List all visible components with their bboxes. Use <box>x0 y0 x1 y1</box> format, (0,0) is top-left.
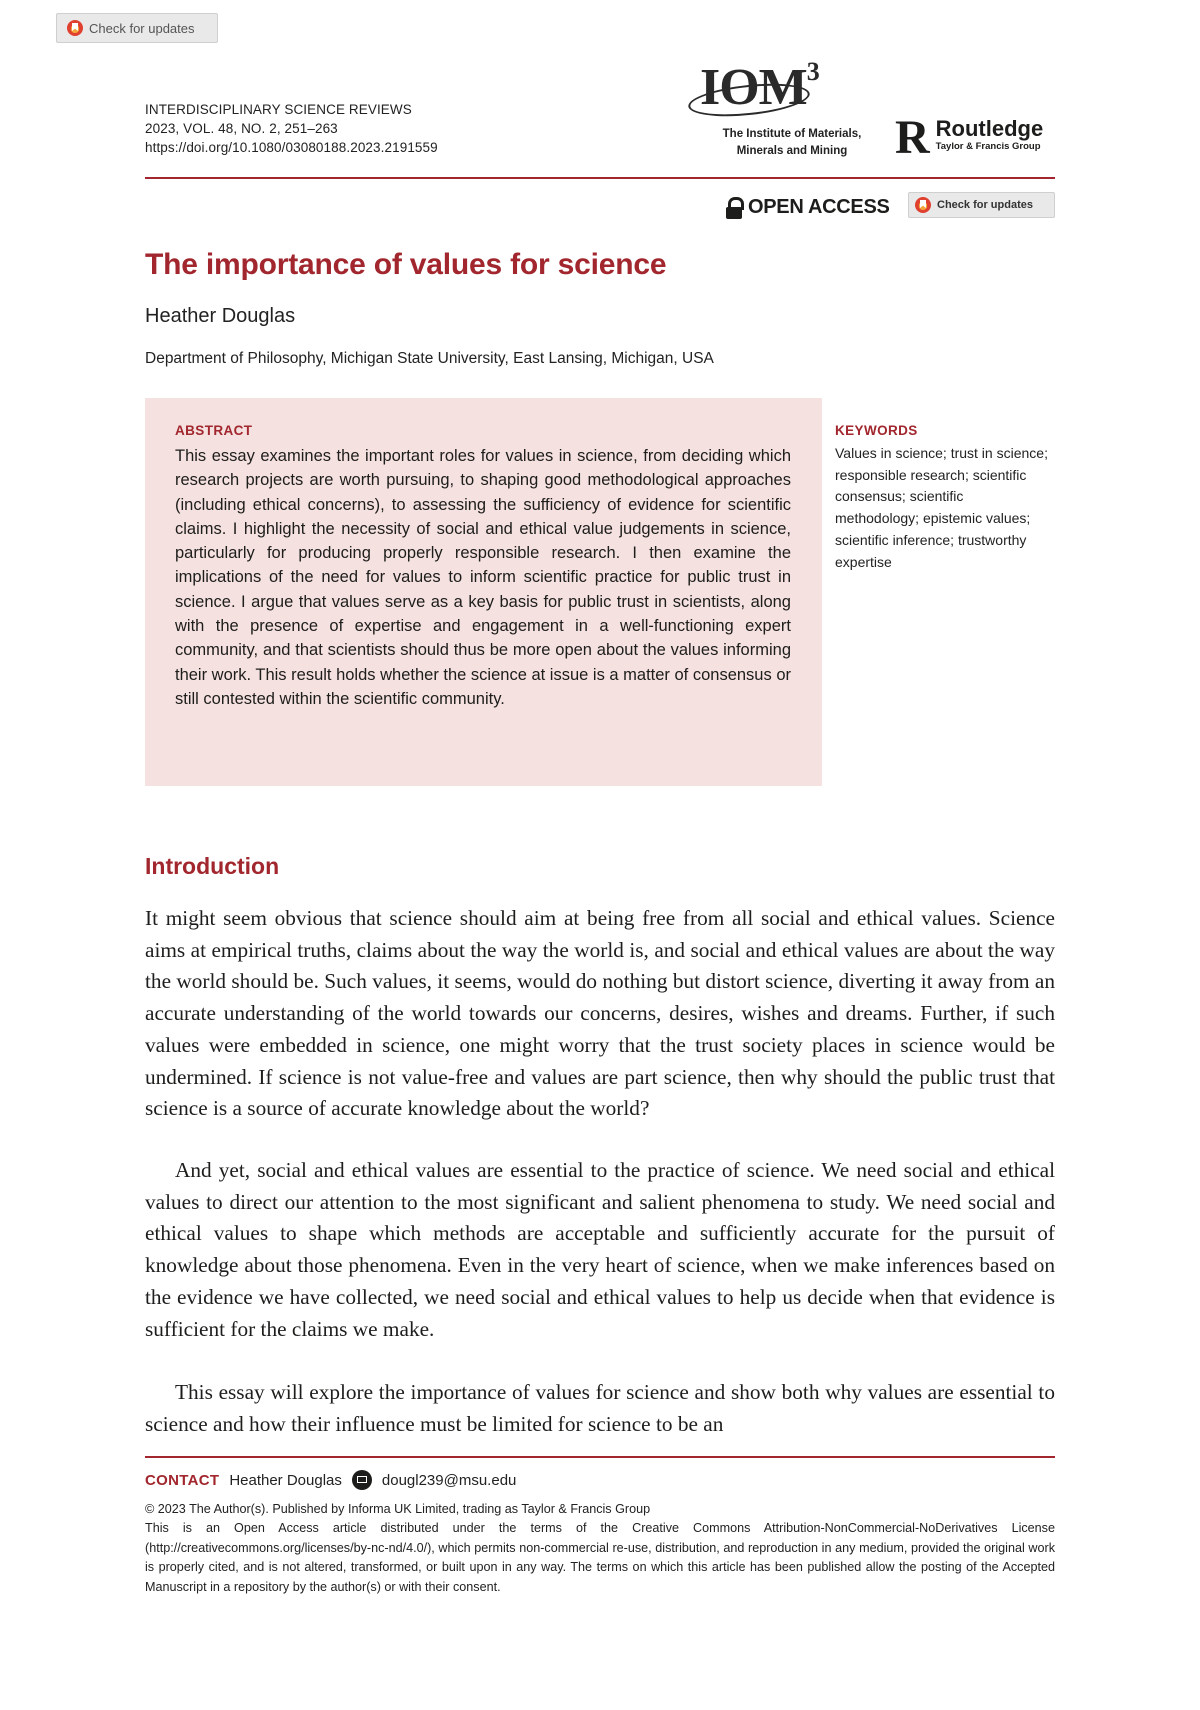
routledge-logo <box>895 111 1044 165</box>
license-text: This is an Open Access article distributed under the terms of the Creative Commons Attribution-NonCommercial-NoDerivatives License (http://creativecommons.org/licenses/by-nc-nd/4.0/), which permits non-commercial re-use, distribution, and reproduction in any medium, provided the original work is properly cited, and is not altered, transformed, or built upon in any way. The terms on which this article has been published allow the posting of the Accepted Manuscript in a repository by the author(s) or with their consent. <box>145 1521 1055 1594</box>
body-paragraph: And yet, social and ethical values are essential to the practice of science. We need social and ethical values to direct our attention to the most significant and salient phenomena to study. We need social and ethical values to shape which methods are acceptable and sufficiently accurate for the pursuit of knowledge about those phenomena. Even in the very heart of science, when we make inferences based on the evidence we have collected, we need social and ethical values to help us decide when that evidence is sufficient for the claims we make. <box>145 1158 1055 1341</box>
iom3-wordmark: IOM$^3$ <box>700 56 819 116</box>
contact-name: Heather Douglas <box>229 1471 342 1489</box>
doi-link[interactable]: https://doi.org/10.1080/03080188.2023.2191559 <box>145 140 438 155</box>
license-block <box>145 1500 1055 1597</box>
contact-line <box>145 1470 516 1490</box>
keywords-heading: KEYWORDS <box>835 423 918 438</box>
routledge-name: Routledge <box>935 116 1044 141</box>
copyright-line: © 2023 The Author(s). Published by Informa UK Limited, trading as Taylor & Francis Group <box>145 1502 651 1516</box>
contact-email[interactable]: dougl239@msu.edu <box>381 1471 517 1489</box>
abstract-text: This essay examines the important roles for values in science, from deciding which research projects are worth pursuing, to shaping good methodological approaches (including ethical concerns), to assessing the sufficiency of evidence for scientific claims. I highlight the necessity of social and ethical value judgements in science, particularly for producing properly responsible research. I then examine the implications of the need for values to inform scientific practice for public trust in science. I argue that values serve as a key basis for public trust in scientists, along with the presence of expertise and engagement in a well-functioning expert community, and that scientists should thus be more open about the values informing their work. This result holds whether the science at issue is a matter of consensus or still contested within the scientific community. <box>175 447 791 708</box>
open-access-badge <box>726 196 890 219</box>
check-for-updates-button[interactable] <box>56 13 218 43</box>
body-paragraph: It might seem obvious that science should aim at being free from all social and ethical values. Science aims at empirical truths, claims about the way the world is, and social and ethical values are about the way the world should be. Such values, it seems, would do nothing but distort science, diverting it away from an accurate understanding of the world towards our concerns, desires, wishes and dreams. Further, if such values were embedded in science, one might worry that the trust society places in science would be undermined. If science is not value-free and values are part science, then why should the public trust that science is a source of accurate knowledge about the world? <box>145 906 1055 1121</box>
email-icon <box>352 1470 372 1490</box>
journal-volume-info: 2023, VOL. 48, NO. 2, 251–263 <box>145 121 338 136</box>
crossmark-icon <box>67 20 83 36</box>
abstract-heading: ABSTRACT <box>175 423 253 438</box>
contact-label: CONTACT <box>145 1471 220 1489</box>
article-author[interactable]: Heather Douglas <box>145 305 296 327</box>
check-for-updates-small-label: Check for updates <box>937 199 1033 211</box>
introduction-heading: Introduction <box>145 853 280 879</box>
body-paragraph: This essay will explore the importance of values for science and show both why values are essential to science and how their influence must be limited for science to be an <box>145 1380 1055 1436</box>
journal-name: INTERDISCIPLINARY SCIENCE REVIEWS <box>145 102 412 117</box>
check-for-updates-small-button[interactable] <box>908 192 1055 218</box>
crossmark-small-icon <box>915 197 931 213</box>
keywords-list: Values in science; trust in science; responsible research; scientific consensus; scientific methodology; epistemic values; scientific inference; trustworthy expertise <box>835 445 1048 570</box>
open-access-label: OPEN ACCESS <box>748 196 890 218</box>
author-affiliation: Department of Philosophy, Michigan State University, East Lansing, Michigan, USA <box>145 350 714 367</box>
header-divider <box>145 177 1055 179</box>
footnote-divider <box>145 1456 1055 1458</box>
routledge-r-mark: R <box>895 111 930 164</box>
article-title: The importance of values for science <box>145 248 667 281</box>
iom3-subtitle: The Institute of Materials, Minerals and Mining <box>722 128 862 157</box>
journal-metadata <box>145 100 438 157</box>
routledge-subtitle: Taylor & Francis Group <box>935 141 1041 152</box>
check-for-updates-label: Check for updates <box>89 20 195 36</box>
open-lock-icon <box>726 197 742 219</box>
iom3-logo <box>688 58 878 163</box>
